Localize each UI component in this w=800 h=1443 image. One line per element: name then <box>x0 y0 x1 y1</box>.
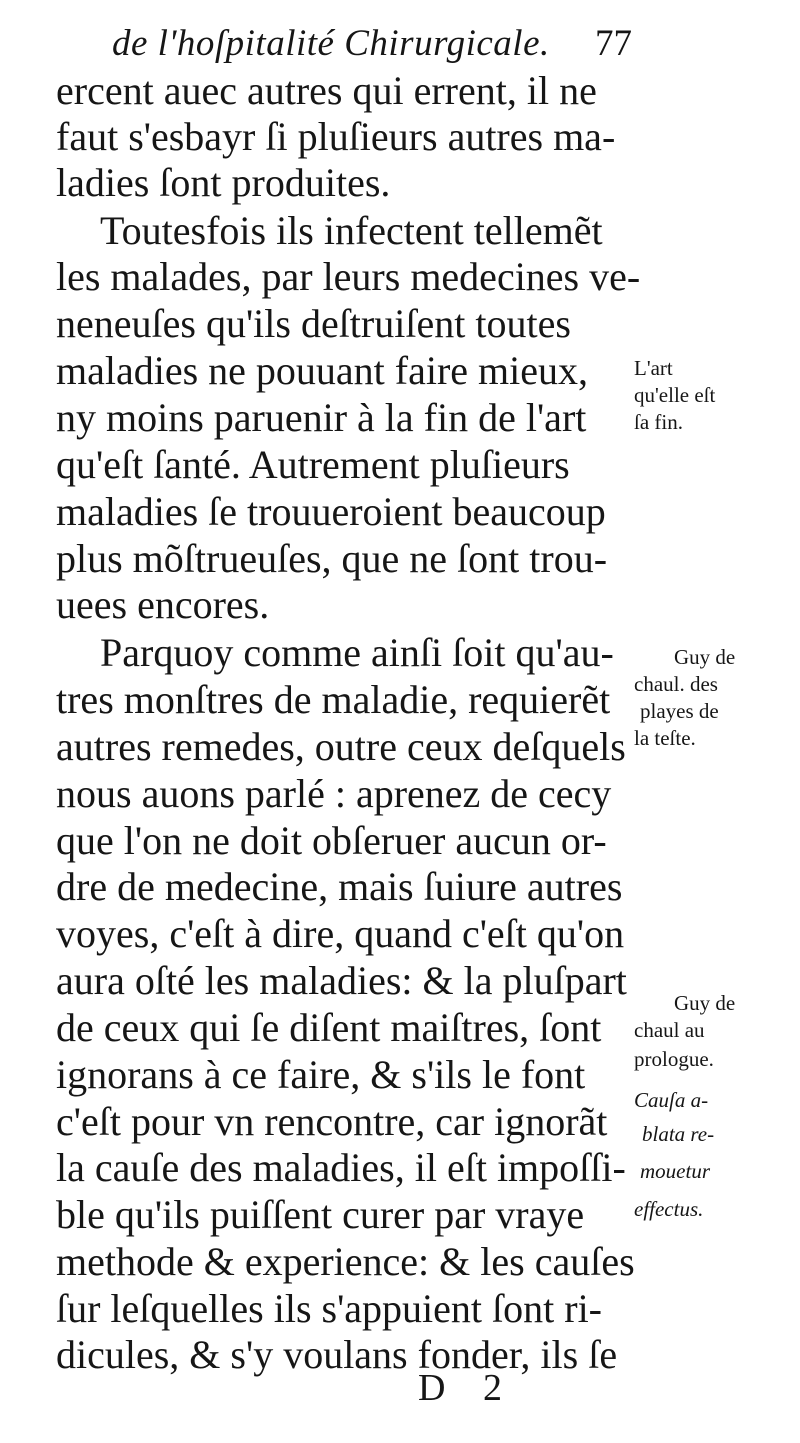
text-line: qu'eſt ſanté. Autrement pluſieurs <box>56 442 570 487</box>
text-line: ignorans à ce faire, & s'ils le font <box>56 1052 586 1097</box>
text-line: dre de medecine, mais ſuiure autres <box>56 864 623 909</box>
margin-note-line: Cauſa a- <box>634 1088 709 1112</box>
margin-note-line: mouetur <box>640 1159 710 1183</box>
margin-note-line: la teſte. <box>634 726 696 750</box>
text-line: les malades, par leurs medecines ve- <box>56 254 641 299</box>
text-line: neneuſes qu'ils deſtruiſent toutes <box>56 301 571 346</box>
text-line: de ceux qui ſe diſent maiſtres, ſont <box>56 1005 602 1050</box>
margin-note-line: chaul. des <box>634 672 718 696</box>
margin-note-line: ſa fin. <box>634 410 683 434</box>
text-line: ble qu'ils puiſſent curer par vraye <box>56 1192 585 1237</box>
margin-note-line: Guy de <box>674 991 736 1015</box>
text-line: maladies ne pouuant faire mieux, <box>56 348 589 393</box>
text-line: aura oſté les maladies: & la pluſpart <box>56 958 627 1003</box>
text-line: tres monſtres de maladie, requierẽt <box>56 677 611 722</box>
text-line: dicules, & s'y voulans fonder, ils ſe <box>56 1332 618 1377</box>
text-line: methode & experience: & les cauſes <box>56 1239 635 1284</box>
text-line: c'eſt pour vn rencontre, car ignorãt <box>56 1099 608 1144</box>
text-line: la cauſe des maladies, il eſt impoſſi- <box>56 1145 626 1190</box>
margin-note-line: L'art <box>634 356 673 380</box>
margin-note-line: qu'elle eſt <box>634 383 716 407</box>
page-number: 77 <box>595 23 632 64</box>
text-line: Parquoy comme ainſi ſoit qu'au- <box>100 630 614 675</box>
text-line: ercent auec autres qui errent, il ne <box>56 68 597 113</box>
text-line: Toutesfois ils infectent tellemẽt <box>100 208 603 253</box>
text-line: autres remedes, outre ceux deſquels <box>56 724 626 769</box>
text-line: ſur leſquelles ils s'appuient ſont ri- <box>56 1286 602 1331</box>
running-head <box>112 22 632 72</box>
text-line: ny moins paruenir à la fin de l'art <box>56 395 587 440</box>
text-line: que l'on ne doit obſeruer aucun or- <box>56 818 607 863</box>
running-title: de l'hoſpitalité Chirurgicale. <box>112 23 550 64</box>
text-line: ladies ſont produites. <box>56 160 391 205</box>
text-line: uees encores. <box>56 582 270 627</box>
text-line: nous auons parlé : aprenez de cecy <box>56 771 612 816</box>
margin-note-line: Guy de <box>674 645 736 669</box>
text-line: faut s'esbayr ſi pluſieurs autres ma- <box>56 114 616 159</box>
margin-note-line: chaul au <box>634 1018 705 1042</box>
text-line: plus mõſtrueuſes, que ne ſont trou- <box>56 536 608 581</box>
text-line: voyes, c'eſt à dire, quand c'eſt qu'on <box>56 911 625 956</box>
text-line: maladies ſe trouueroient beaucoup <box>56 489 606 534</box>
margin-note-line: blata re- <box>642 1122 715 1146</box>
margin-note-line: prologue. <box>634 1047 714 1071</box>
margin-note-line: effectus. <box>634 1197 704 1221</box>
signature-mark: D 2 <box>418 1367 516 1409</box>
margin-note-line: playes de <box>640 699 719 723</box>
